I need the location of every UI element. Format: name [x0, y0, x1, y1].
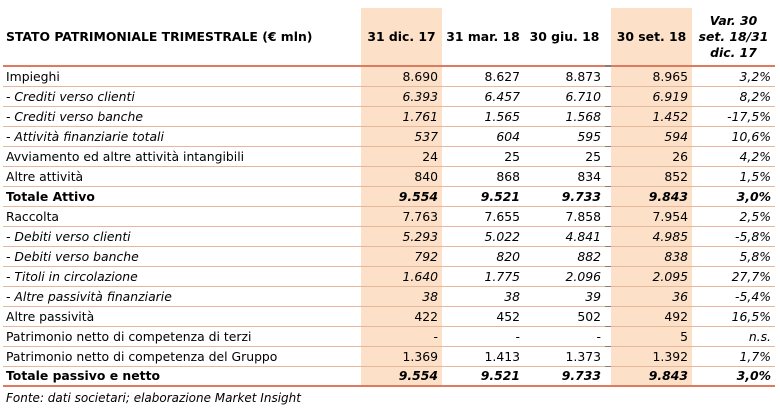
value-variation: -17,5%	[692, 106, 775, 126]
value-sep18: 8.965	[611, 66, 692, 86]
value-jun18: 2.096	[524, 266, 605, 286]
row-label: - Crediti verso clienti	[3, 86, 361, 106]
table-row	[3, 366, 775, 386]
value-sep18: 1.392	[611, 346, 692, 366]
table-row	[3, 326, 775, 346]
row-label: Totale Attivo	[3, 186, 361, 206]
value-mar18: 1.565	[442, 106, 524, 126]
value-sep18: 2.095	[611, 266, 692, 286]
table-row	[3, 106, 775, 126]
value-mar18: 1.775	[442, 266, 524, 286]
value-mar18: 9.521	[442, 366, 524, 386]
value-dec17: 24	[361, 146, 442, 166]
value-dec17: 6.393	[361, 86, 442, 106]
period-header-dec17: 31 dic. 17	[361, 8, 442, 66]
value-dec17: 840	[361, 166, 442, 186]
value-variation: 4,2%	[692, 146, 775, 166]
table-row	[3, 206, 775, 226]
value-variation: 3,0%	[692, 366, 775, 386]
row-label: - Titoli in circolazione	[3, 266, 361, 286]
value-mar18: 452	[442, 306, 524, 326]
row-label: Impieghi	[3, 66, 361, 86]
value-variation: 10,6%	[692, 126, 775, 146]
table-row	[3, 86, 775, 106]
value-jun18: 7.858	[524, 206, 605, 226]
row-label: - Debiti verso clienti	[3, 226, 361, 246]
value-jun18: 9.733	[524, 186, 605, 206]
row-label: - Debiti verso banche	[3, 246, 361, 266]
value-variation: -5,4%	[692, 286, 775, 306]
table-header-row	[3, 8, 775, 66]
value-jun18: 502	[524, 306, 605, 326]
period-header-mar18: 31 mar. 18	[442, 8, 524, 66]
value-mar18: 604	[442, 126, 524, 146]
value-variation: 3,2%	[692, 66, 775, 86]
value-sep18: 7.954	[611, 206, 692, 226]
value-variation: 27,7%	[692, 266, 775, 286]
period-header-jun18: 30 giu. 18	[524, 8, 605, 66]
value-dec17: 38	[361, 286, 442, 306]
table-row	[3, 146, 775, 166]
value-mar18: 8.627	[442, 66, 524, 86]
value-variation: -5,8%	[692, 226, 775, 246]
value-jun18: 8.873	[524, 66, 605, 86]
table-row	[3, 246, 775, 266]
value-jun18: 882	[524, 246, 605, 266]
value-dec17: 5.293	[361, 226, 442, 246]
table-row	[3, 266, 775, 286]
value-variation: 16,5%	[692, 306, 775, 326]
table-row	[3, 306, 775, 326]
row-label: Altre attività	[3, 166, 361, 186]
value-mar18: 38	[442, 286, 524, 306]
row-label: - Crediti verso banche	[3, 106, 361, 126]
table-row	[3, 66, 775, 86]
value-jun18: 1.373	[524, 346, 605, 366]
value-variation: 1,5%	[692, 166, 775, 186]
row-label: Avviamento ed altre attività intangibili	[3, 146, 361, 166]
table-title: STATO PATRIMONIALE TRIMESTRALE (€ mln)	[3, 8, 361, 66]
table-row	[3, 346, 775, 366]
value-dec17: 9.554	[361, 366, 442, 386]
table-row	[3, 226, 775, 246]
value-dec17: 422	[361, 306, 442, 326]
value-dec17: 1.761	[361, 106, 442, 126]
period-header-sep18: 30 set. 18	[611, 8, 692, 66]
table-row	[3, 166, 775, 186]
value-variation: 2,5%	[692, 206, 775, 226]
value-sep18: 9.843	[611, 366, 692, 386]
value-dec17: 1.369	[361, 346, 442, 366]
value-sep18: 6.919	[611, 86, 692, 106]
value-jun18: 39	[524, 286, 605, 306]
value-jun18: 4.841	[524, 226, 605, 246]
value-jun18: 834	[524, 166, 605, 186]
value-mar18: 25	[442, 146, 524, 166]
variation-header: Var. 30 set. 18/31 dic. 17	[692, 8, 775, 66]
value-dec17: -	[361, 326, 442, 346]
value-sep18: 492	[611, 306, 692, 326]
row-label: Patrimonio netto di competenza di terzi	[3, 326, 361, 346]
row-label: Patrimonio netto di competenza del Gruppo	[3, 346, 361, 366]
value-sep18: 9.843	[611, 186, 692, 206]
value-jun18: 9.733	[524, 366, 605, 386]
value-variation: 5,8%	[692, 246, 775, 266]
value-mar18: -	[442, 326, 524, 346]
value-dec17: 7.763	[361, 206, 442, 226]
value-dec17: 8.690	[361, 66, 442, 86]
value-dec17: 792	[361, 246, 442, 266]
value-sep18: 4.985	[611, 226, 692, 246]
value-mar18: 868	[442, 166, 524, 186]
value-jun18: 6.710	[524, 86, 605, 106]
row-label: Altre passività	[3, 306, 361, 326]
value-sep18: 36	[611, 286, 692, 306]
row-label: Raccolta	[3, 206, 361, 226]
value-jun18: 25	[524, 146, 605, 166]
balance-sheet-table	[3, 8, 775, 387]
value-mar18: 820	[442, 246, 524, 266]
value-mar18: 1.413	[442, 346, 524, 366]
value-mar18: 7.655	[442, 206, 524, 226]
value-dec17: 1.640	[361, 266, 442, 286]
table-row	[3, 126, 775, 146]
value-mar18: 6.457	[442, 86, 524, 106]
row-label: - Altre passività finanziarie	[3, 286, 361, 306]
row-label: Totale passivo e netto	[3, 366, 361, 386]
value-sep18: 26	[611, 146, 692, 166]
value-mar18: 5.022	[442, 226, 524, 246]
value-variation: n.s.	[692, 326, 775, 346]
value-jun18: 1.568	[524, 106, 605, 126]
value-variation: 3,0%	[692, 186, 775, 206]
table-row	[3, 286, 775, 306]
value-sep18: 852	[611, 166, 692, 186]
value-jun18: 595	[524, 126, 605, 146]
value-sep18: 594	[611, 126, 692, 146]
row-label: - Attività finanziarie totali	[3, 126, 361, 146]
value-sep18: 1.452	[611, 106, 692, 126]
value-sep18: 5	[611, 326, 692, 346]
value-variation: 8,2%	[692, 86, 775, 106]
source-note: Fonte: dati societari; elaborazione Market Insight	[6, 391, 301, 405]
value-variation: 1,7%	[692, 346, 775, 366]
table-body	[3, 66, 775, 386]
value-mar18: 9.521	[442, 186, 524, 206]
table-row	[3, 186, 775, 206]
value-dec17: 537	[361, 126, 442, 146]
value-dec17: 9.554	[361, 186, 442, 206]
value-jun18: -	[524, 326, 605, 346]
value-sep18: 838	[611, 246, 692, 266]
